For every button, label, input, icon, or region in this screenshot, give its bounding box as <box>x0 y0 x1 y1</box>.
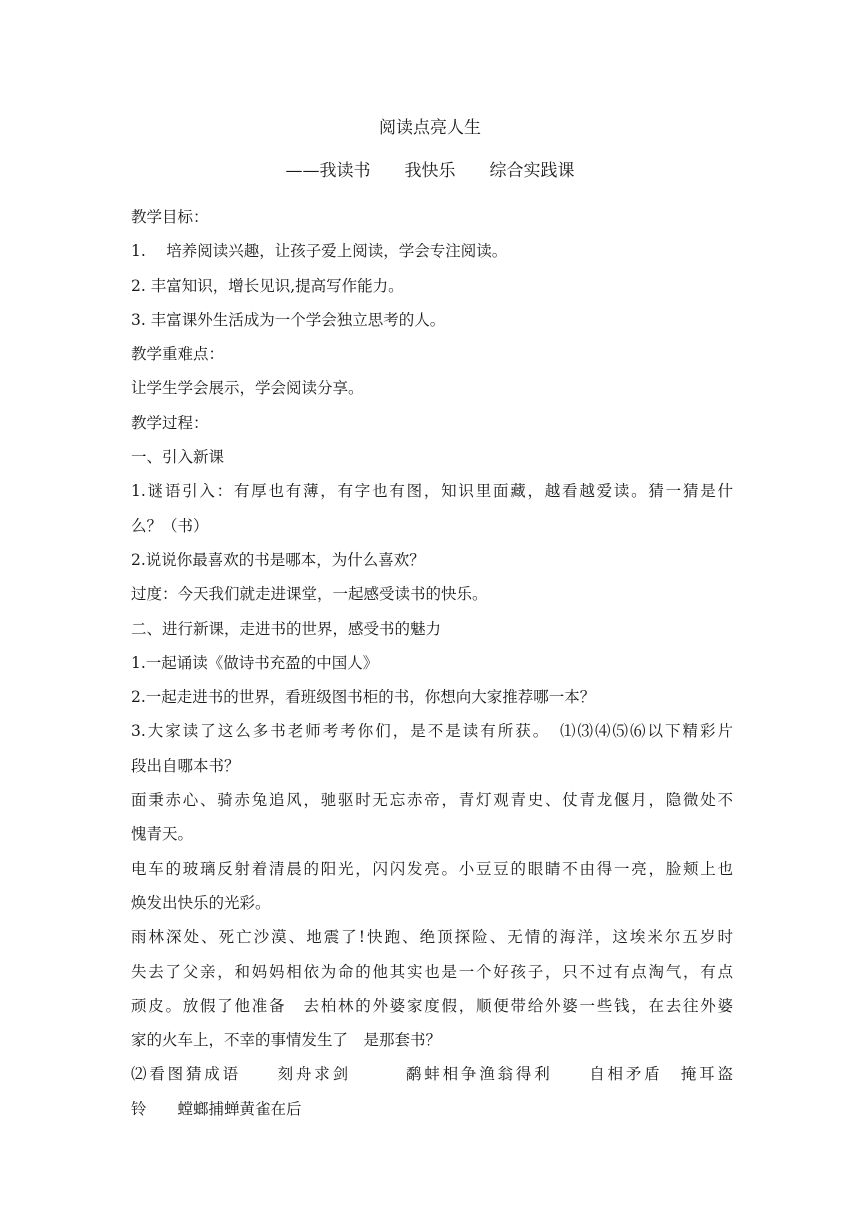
question-favorite-book: 2.说说你最喜欢的书是哪本，为什么喜欢？ <box>131 550 425 569</box>
transition-text: 过度：今天我们就走进课堂，一起感受读书的快乐。 <box>131 585 488 604</box>
idioms-line-1: ⑵看图猜成语 刻舟求剑 鹬蚌相争渔翁得利 自相矛盾 掩耳盗 <box>131 1065 733 1084</box>
excerpt-2-line-2: 焕发出快乐的光彩。 <box>131 893 271 912</box>
excerpt-2-line-1: 电车的玻璃反射着清晨的阳光，闪闪发亮。小豆豆的眼睛不由得一亮，脸颊上也 <box>131 859 733 878</box>
riddle-line-1: 1.谜语引入：有厚也有薄，有字也有图，知识里面藏，越看越爱读。猜一猜是什 <box>131 482 733 501</box>
section-1-heading: 一、引入新课 <box>131 448 225 467</box>
item-recite: 1.一起诵读《做诗书充盈的中国人》 <box>131 653 379 672</box>
document-title: 阅读点亮人生 <box>379 118 481 138</box>
goal-item-2: 2. 丰富知识，增长见识,提高写作能力。 <box>131 276 404 295</box>
goal-item-3: 3. 丰富课外生活成为一个学会独立思考的人。 <box>131 310 446 329</box>
excerpt-1-line-1: 面秉赤心、骑赤兔追风，驰驱时无忘赤帝，青灯观青史、仗青龙偃月，隐微处不 <box>131 791 733 810</box>
idioms-line-2: 铃 螳螂捕蝉黄雀在后 <box>131 1099 302 1118</box>
heading-teaching-process: 教学过程： <box>131 413 209 432</box>
item-quiz-line-2: 段出自哪本书？ <box>131 756 240 775</box>
riddle-line-2: 么？（书） <box>131 516 209 535</box>
heading-key-points: 教学重难点： <box>131 345 225 364</box>
excerpt-3-line-1: 雨林深处、死亡沙漠、地震了!快跑、绝顶探险、无情的海洋，这埃米尔五岁时 <box>131 928 733 947</box>
section-2-heading: 二、进行新课，走进书的世界，感受书的魅力 <box>131 619 442 638</box>
excerpt-1-line-2: 愧青天。 <box>131 825 194 844</box>
key-points-text: 让学生学会展示，学会阅读分享。 <box>131 379 364 398</box>
document-subtitle: ——我读书 我快乐 综合实践课 <box>285 161 575 181</box>
item-quiz-line-1: 3.大家读了这么多书老师考考你们，是不是读有所获。 ⑴⑶⑷⑸⑹以下精彩片 <box>131 722 733 741</box>
item-recommend: 2.一起走进书的世界，看班级图书柜的书，你想向大家推荐哪一本？ <box>131 688 596 707</box>
excerpt-3-line-4: 家的火车上，不幸的事情发生了 是那套书？ <box>131 1031 442 1050</box>
excerpt-3-line-2: 失去了父亲，和妈妈相依为命的他其实也是一个好孩子，只不过有点淘气，有点 <box>131 962 733 981</box>
document-body <box>131 200 733 1126</box>
goal-item-1: 1. 培养阅读兴趣，让孩子爱上阅读，学会专注阅读。 <box>131 242 508 261</box>
heading-teaching-goals: 教学目标： <box>131 208 209 226</box>
excerpt-3-line-3: 顽皮。放假了他准备 去柏林的外婆家度假，顺便带给外婆一些钱，在去往外婆 <box>131 996 733 1015</box>
